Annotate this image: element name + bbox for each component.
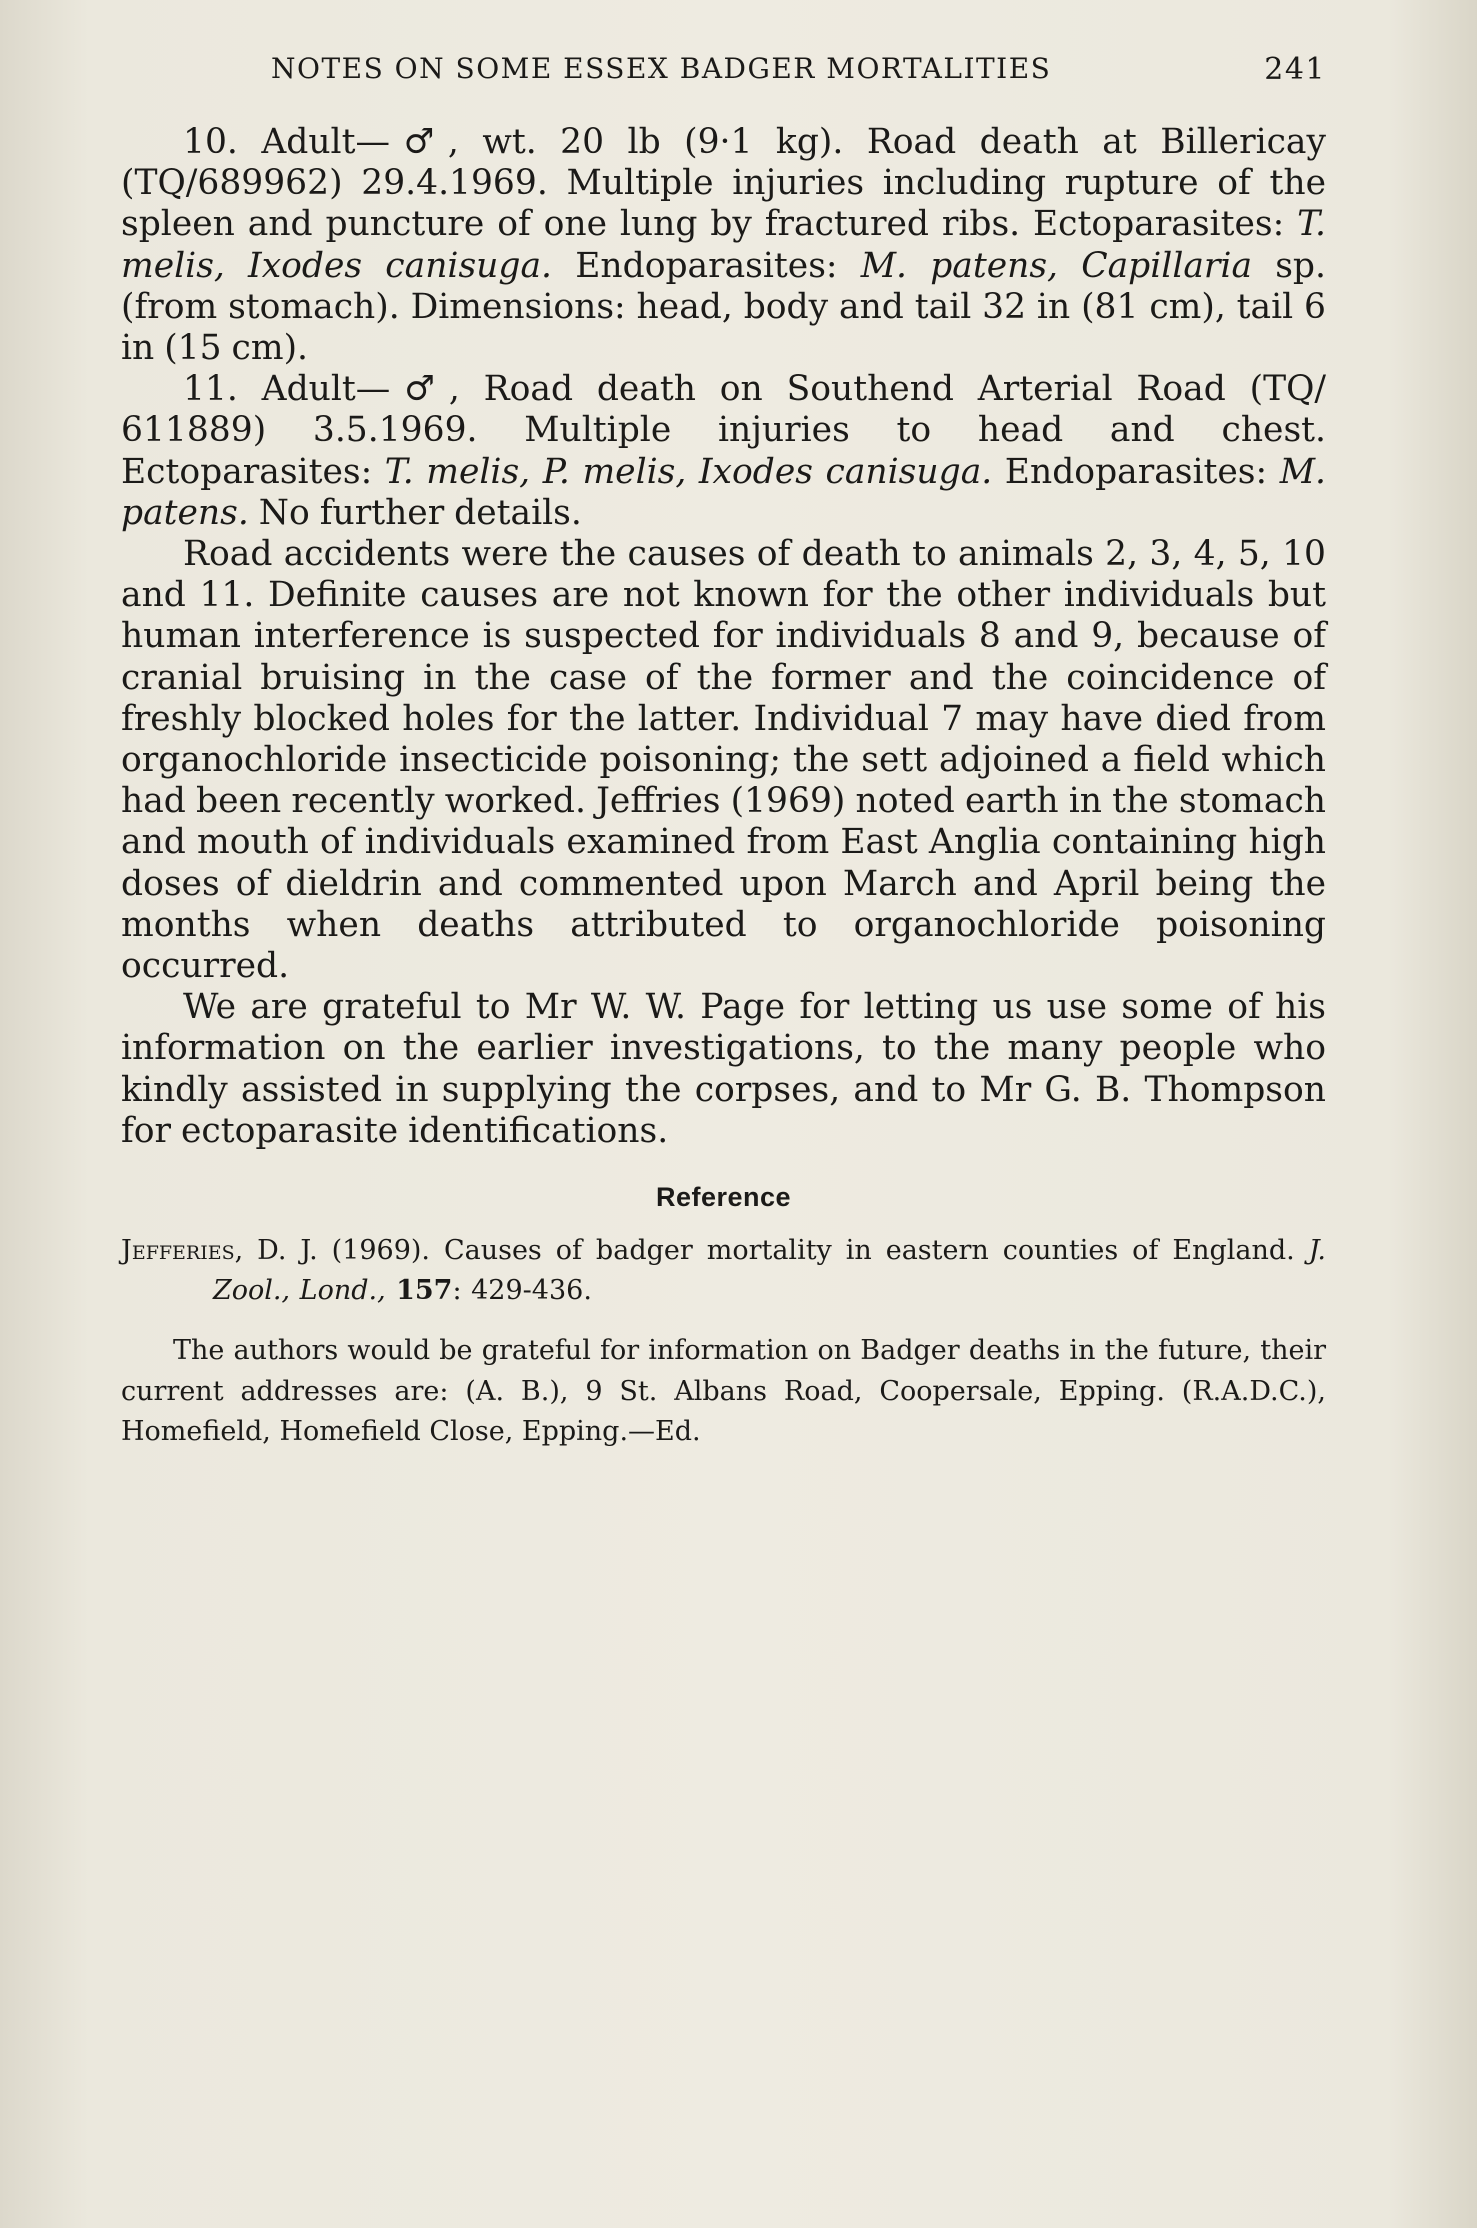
editor-note-text: The authors would be grateful for information on Badger deaths in the future, their current addresses are: (A. B.), 9 St. Albans Road, Coopersale, Epping. (R.A.D.C.), Homefield, Homefield Close, Epping.—Ed. [121,1335,1326,1448]
running-head-title: NOTES ON SOME ESSEX BADGER MORTALITIES [271,52,1052,85]
entry-text: sp. (from stomach). Dimensions: head, body and tail 32 in (81 cm), tail 6 in (15 cm). [121,245,1326,369]
ectoparasite-species: T. melis, P. melis, Ixodes canisuga. [384,451,993,492]
body-text [121,122,1326,1152]
entry-text: Endoparasites: [552,245,861,286]
discussion-paragraph: Road accidents were the causes of death to animals 2, 3, 4, 5, 10 and 11. Definite causes are not known for the other individuals but human interference is suspected for individuals 8 and 9, because of cranial bruising in the case of the former and the coincidence of freshly blocked holes for the latter. Individual 7 may have died from organochloride insecticide poisoning; the sett adjoined a field which had been recently worked. Jeffries (1969) noted earth in the stomach and mouth of individuals examined from East Anglia containing high doses of dieldrin and commented upon March and April being the months when deaths attributed to organochloride poisoning occurred. [121,534,1326,987]
reference-entry [121,1231,1326,1311]
page-number: 241 [1264,52,1326,87]
reference-volume: 157 [385,1275,453,1307]
running-head [121,52,1326,96]
entry-text: Endoparasites: [992,451,1280,492]
reference-heading: Reference [655,1182,792,1213]
reference-pages: : 429-436. [452,1275,592,1307]
text-column [121,52,1326,1453]
specimen-entry-10 [121,122,1326,369]
entry-text: 10. Adult—♂, wt. 20 lb (9·1 kg). Road death at Billericay (TQ/689962) 29.4.1969. Multiple injuries including rupture of the spleen and puncture of one lung by fractured ribs. Ectoparasites: [121,122,1326,245]
specimen-entry-11 [121,369,1326,534]
entry-text: 11. Adult—♂, Road death on Southend Arterial Road (TQ/ 611889) 3.5.1969. Multiple injuries to head and chest. Ectoparasites: [121,369,1326,492]
reference-journal: J. Zool., Lond., [213,1235,1326,1307]
entry-text: No further details. [248,492,582,533]
reference-text: (1969). Causes of badger mortality in eastern counties of England. [317,1235,1309,1267]
ectoparasite-species: T. melis, Ixodes canisuga. [121,204,1326,286]
endoparasite-species: M. patens, Capillaria [860,245,1253,286]
editor-note [121,1331,1326,1453]
acknowledgements-paragraph: We are grateful to Mr W. W. Page for letting us use some of his information on the earlier investigations, to the many people who kindly assisted in supplying the corpses, and to Mr G. B. Thompson for ectoparasite identifications. [121,987,1326,1151]
endoparasite-species: M. patens. [121,451,1326,533]
reference-author: Jefferies, D. J. [121,1235,318,1267]
